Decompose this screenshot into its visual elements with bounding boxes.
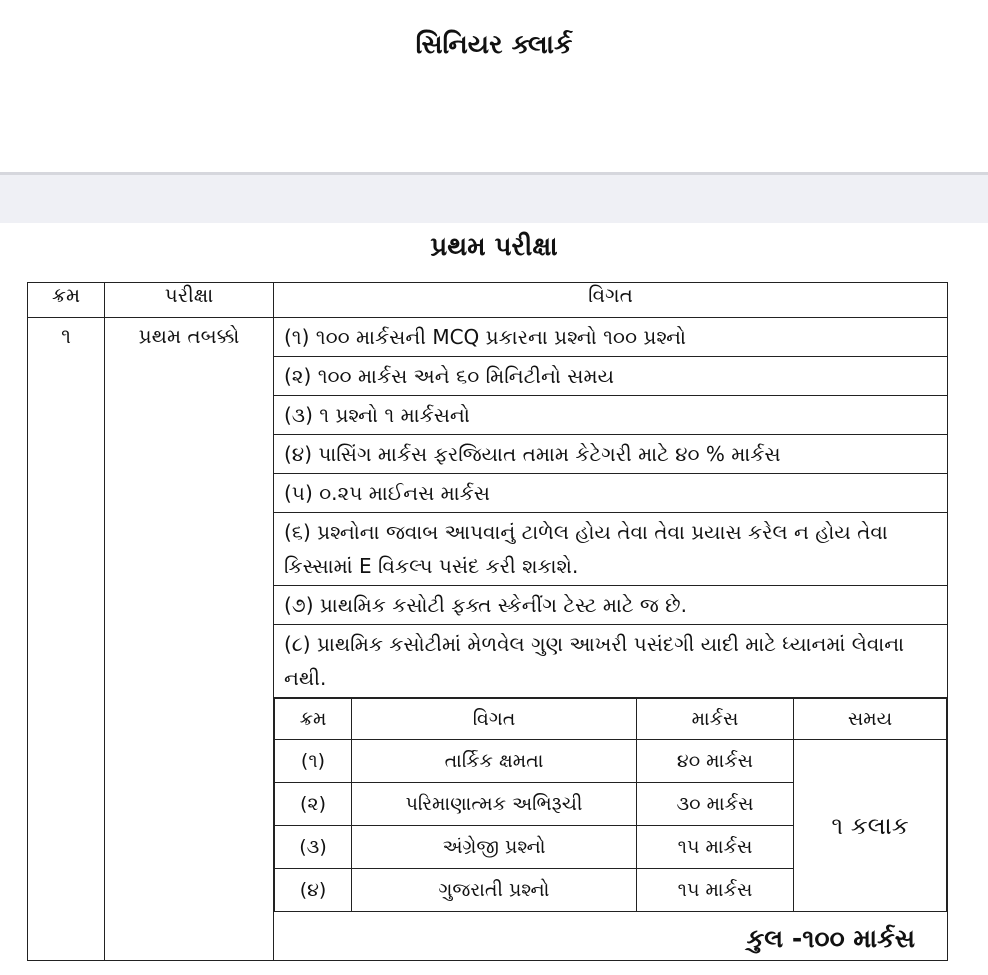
- marks-header-detail: વિગત: [352, 699, 637, 740]
- marks-row-detail: પરિમાણાત્મક અભિરૂચી: [352, 783, 637, 826]
- detail-item: (૪) પાસિંગ માર્કસ ફરજિયાત તમામ કેટેગરી માટે ૪૦ % માર્કસ: [274, 435, 947, 474]
- header-no: ક્રમ: [28, 283, 105, 318]
- total-table: [274, 912, 947, 960]
- detail-item: (૧) ૧૦૦ માર્કસની MCQ પ્રકારના પ્રશ્નો ૧૦૦ પ્રશ્નો: [274, 318, 947, 357]
- marks-row-no: (૩): [275, 826, 352, 869]
- row-detail-cell: [274, 318, 948, 961]
- detail-item: (૩) ૧ પ્રશ્નો ૧ માર્કસનો: [274, 396, 947, 435]
- marks-row-no: (૧): [275, 740, 352, 783]
- marks-row-no: (૪): [275, 869, 352, 912]
- table-row: [275, 740, 947, 783]
- row-exam: પ્રથમ તબક્કો: [138, 324, 240, 348]
- page-title: સિનિયર ક્લાર્ક: [415, 30, 573, 60]
- row-no: ૧: [61, 324, 71, 348]
- marks-table: [274, 698, 947, 912]
- row-no-cell: [28, 318, 105, 961]
- detail-item: (૫) ૦.૨૫ માઈનસ માર્કસ: [274, 474, 947, 513]
- table-header-row: [28, 283, 948, 318]
- marks-row-detail: અંગ્રેજી પ્રશ્નો: [352, 826, 637, 869]
- marks-header-time: સમય: [794, 699, 947, 740]
- divider-band: [0, 172, 988, 223]
- marks-row-marks: ૪૦ માર્કસ: [637, 740, 794, 783]
- total-row: [274, 912, 947, 960]
- total-marks: કુલ -૧૦૦ માર્કસ: [746, 924, 915, 953]
- detail-item: (૬) પ્રશ્નોના જવાબ આપવાનું ટાળેલ હોય તેવા તેવા પ્રયાસ કરેલ ન હોય તેવા કિસ્સામાં E વિકલ્પ પસંદ કરી શકાશે.: [274, 513, 947, 586]
- marks-row-marks: ૧૫ માર્કસ: [637, 869, 794, 912]
- marks-row-marks: ૧૫ માર્કસ: [637, 826, 794, 869]
- marks-row-detail: ગુજરાતી પ્રશ્નો: [352, 869, 637, 912]
- marks-row-no: (૨): [275, 783, 352, 826]
- detail-item: (૨) ૧૦૦ માર્કસ અને ૬૦ મિનિટીનો સમય: [274, 357, 947, 396]
- marks-row-marks: ૩૦ માર્કસ: [637, 783, 794, 826]
- marks-header-row: [275, 699, 947, 740]
- header-detail: વિગત: [274, 283, 948, 318]
- exam-table: [27, 282, 948, 961]
- marks-row-detail: તાર્કિક ક્ષમતા: [352, 740, 637, 783]
- header-exam: પરીક્ષા: [105, 283, 274, 318]
- detail-item: (૮) પ્રાથમિક કસોટીમાં મેળવેલ ગુણ આખરી પસંદગી યાદી માટે ધ્યાનમાં લેવાના નથી.: [274, 625, 947, 698]
- section-title: પ્રથમ પરીક્ષા: [430, 232, 558, 262]
- detail-item: (૭) પ્રાથમિક કસોટી ફક્ત સ્કેનીંગ ટેસ્ટ માટે જ છે.: [274, 586, 947, 625]
- marks-header-no: ક્રમ: [275, 699, 352, 740]
- row-exam-cell: [105, 318, 274, 961]
- time-cell: ૧ કલાક: [794, 740, 947, 912]
- table-row: [28, 318, 948, 961]
- detail-list: [274, 318, 947, 698]
- marks-header-marks: માર્કસ: [637, 699, 794, 740]
